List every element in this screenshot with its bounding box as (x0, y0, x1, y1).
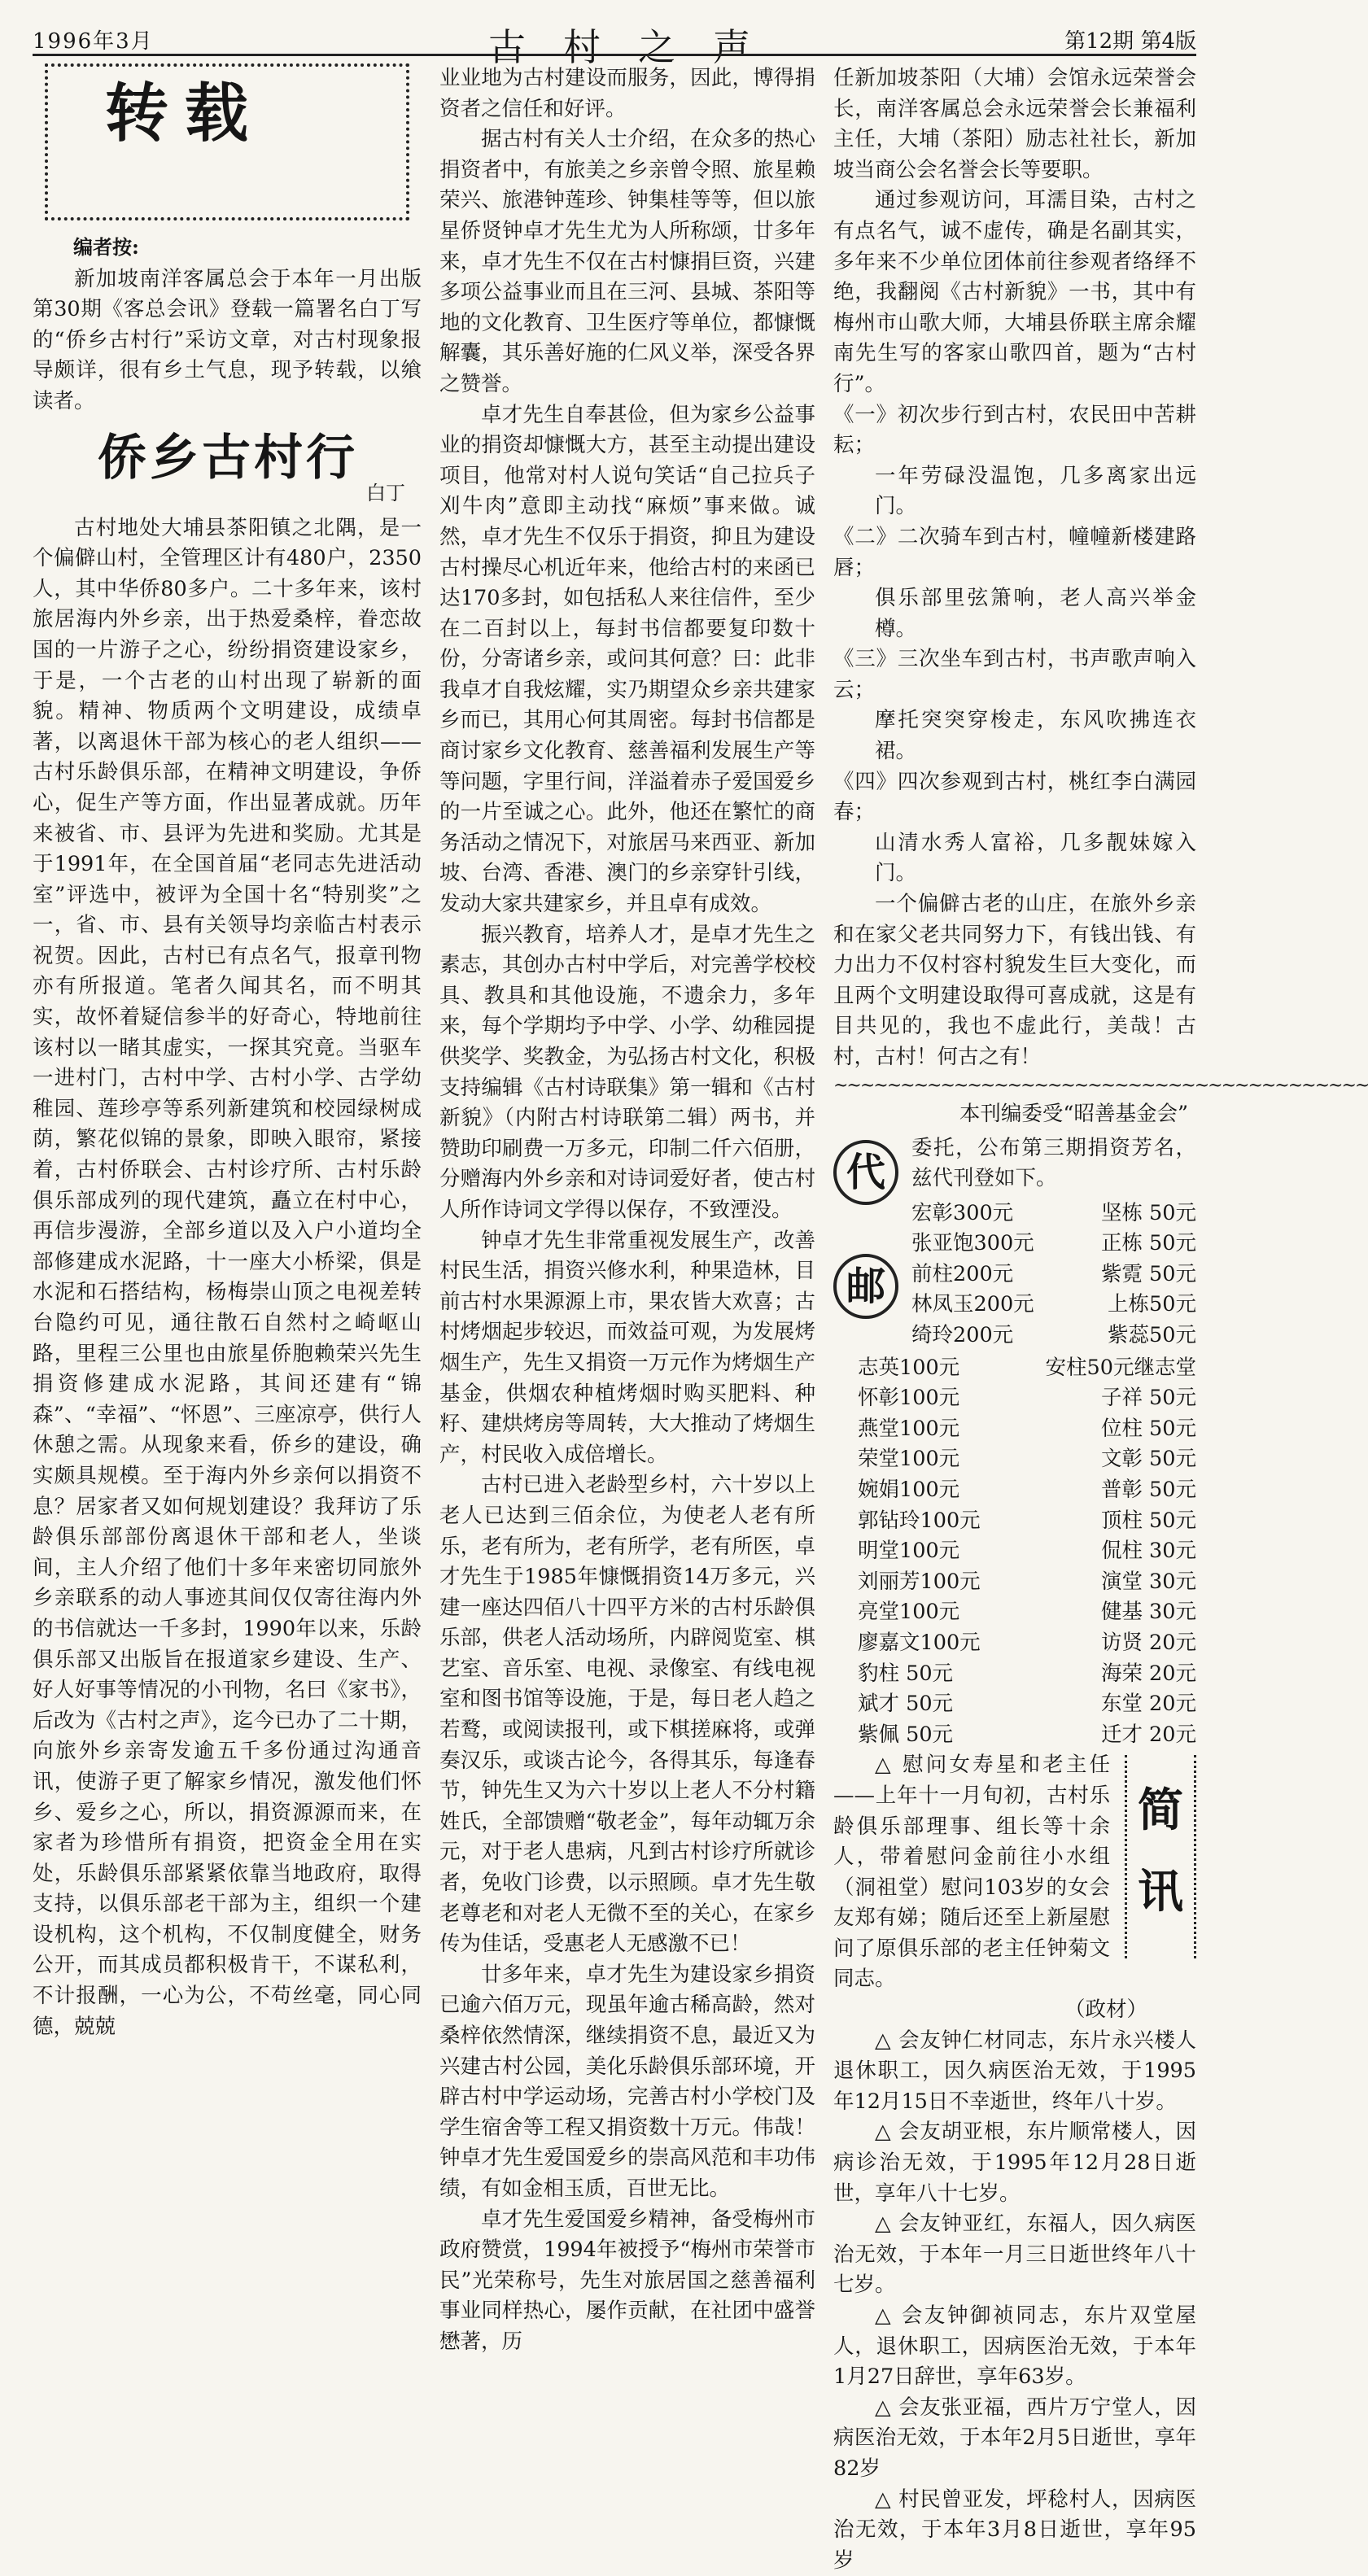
article-paragraph: 业业地为古村建设而服务，因此，博得捐资者之信任和好评。 (439, 66, 815, 121)
wave-divider: ~~~~~~~~~~~~~~~~~~~~~~~~~~~~~~~~~~~~~~~~ (833, 1075, 1368, 1096)
donor-entry: 明堂100元 (858, 1539, 960, 1564)
donor-entry: 廖嘉文100元 (858, 1630, 981, 1655)
donor-list (833, 1099, 1196, 1474)
donor-entry: 志英100元 (858, 1355, 960, 1380)
masthead (33, 24, 1196, 69)
news-item: △ 会友张亚福，西片万宁堂人，因病医治无效，于本年2月5日逝世，享年82岁 (833, 2395, 1196, 2481)
donor-intro-line1: 本刊编委受“昭善基金会” (959, 1101, 1188, 1126)
news-section (833, 1750, 1196, 1995)
article-paragraph: 卓才先生爱国爱乡精神，备受梅州市政府赞赏，1994年被授予“梅州市荣誉市民”光荣称号，先生对旅居国之慈善福利事业同样热心，屡作贡献，在社团中盛誉懋著，历 (439, 2207, 815, 2354)
editor-note: 新加坡南洋客属总会于本年一月出版第30期《客总会讯》登载一篇署名白丁写的“侨乡古村行”采访文章，对古村现象报导颇详，很有乡土气息，现予转载，以飨读者。 (33, 266, 422, 413)
masthead-rule (33, 54, 1196, 56)
poem-line: 《三》三次坐车到古村，书声歌声响入云； (833, 647, 1196, 702)
donor-row: 宏彰300元 坚栋 50元 (911, 1200, 1196, 1225)
donor-entry: 斌才 50元 (858, 1692, 954, 1717)
reprint-box (45, 63, 409, 220)
news-item: △ 会友钟御祯同志，东片双堂屋人，退休职工，因病医治无效，于本年1月27日辞世，享年63岁。 (833, 2303, 1196, 2390)
donor-entry: 普彰 50元 (1100, 1477, 1196, 1502)
issue-number: 第12期 第4版 (1064, 29, 1196, 54)
donor-entry: 怀彰100元 (858, 1386, 960, 1411)
donor-entry: 文彰 50元 (1100, 1447, 1196, 1472)
donor-entry: 子祥 50元 (1100, 1386, 1196, 1411)
donor-entry: 迁才 20元 (1100, 1722, 1196, 1747)
donor-entry: 东堂 20元 (1100, 1692, 1196, 1717)
article-paragraph: 古村已进入老龄型乡村，六十岁以上老人已达到三佰余位，为使老人老有所乐，老有所为，老有所学，老有所医，卓才先生于1985年慷慨捐资14万多元，兴建一座达四佰八十四平方米的古村乐龄俱乐部，供老人活动场所，内辟阅览室、棋艺室、音乐室、电视、录像室、有线电视室和图书馆等设施，于是，每日老人趋之若鹜，或阅读报刊，或下棋搓麻将，或弹奏汉乐，或谈古论今，各得其乐，每逢春节，钟先生又为六十岁以上老人不分村籍姓氏，全部馈赠“敬老金”，每年动辄万余元，对于老人患病，凡到古村诊疗所就诊者，免收门诊费，以示照顾。卓才先生敬老尊老和对老人无微不至的关心，在家乡传为佳话，受惠老人无感激不已！ (439, 1473, 815, 1957)
news-item: △ 会友钟亚红，东福人，因久病医治无效，于本年一月三日逝世终年八十七岁。 (833, 2211, 1196, 2298)
article-paragraph: 古村地处大埔县茶阳镇之北隅，是一个偏僻山村，全管理区计有480户，2350人，其中华侨80多户。二十多年来，该村旅居海内外乡亲，出于热爱桑梓，眷恋故国的一片游子之心，纷纷捐资建设家乡，于是，一个古老的山村出现了崭新的面貌。精神、物质两个文明建设，成绩卓著，以离退休干部为核心的老人组织——古村乐龄俱乐部，在精神文明建设，争侨心，促生产等方面，作出显著成就。历年来被省、市、县评为先进和奖励。尤其是于1991年，在全国首届“老同志先进活动室”评选中，被评为全国十名“特别奖”之一，省、市、县有关领导均亲临古村表示祝贺。因此，古村已有点名气，报章刊物亦有所报道。笔者久闻其名，而不明其实，故怀着疑信参半的好奇心，特地前往该村以一睹其虚实，一探其究竟。当驱车一进村门，古村中学、古村小学、古学幼稚园、莲珍亭等系列新建筑和校园绿树成荫，繁花似锦的景象，即映入眼帘，紧接着，古村侨联会、古村诊疗所、古村乐龄俱乐部成列的现代建筑，矗立在村中心，再信步漫游，全部乡道以及入户小道均全部修建成水泥路，十一座大小桥梁，俱是水泥和石搭结构，杨梅崇山顶之电视差转台隐约可见，通往散石自然村之崎岖山路，里程三公里也由旅星侨胞赖荣兴先生捐资修建成水泥路，其间还建有“锦森”、“幸福”、“怀恩”、三座凉亭，供行人休憩之需。从现象来看，侨乡的建设，确实颇具规模。至于海内外乡亲何以捐资不息？居家者又如何规划建设？我拜访了乐龄俱乐部部份离退休干部和老人，坐谈间，主人介绍了他们十多年来密切同旅外乡亲联系的动人事迹其间仅仅寄往海内外的书信就达一千多封，1990年以来，乐龄俱乐部又出版旨在报道家乡建设、生产、好人好事等情况的小刊物，名曰《家书》，后改为《古村之声》，迄今已办了二十期，向旅外乡亲寄发逾五千多份通过沟通音讯，使游子更了解家乡情况，激发他们怀乡、爱乡之心，所以，捐资源源而来，在家者为珍惜所有捐资，把资金全用在实处，乐龄俱乐部紧紧依靠当地政府，取得支持，以俱乐部老干部为主，组织一个建设机构，这个机构，不仅制度健全，财务公开，而其成员都积极肯干，不谋私利，不计报酬，一心为公，不苟丝毫，同心同德，兢兢 (33, 515, 422, 2039)
donor-entry: 婉娟100元 (858, 1477, 960, 1502)
poem-line: 《二》二次骑车到古村，幢幢新楼建路唇； (833, 524, 1196, 580)
donor-entry: 豹柱 50元 (858, 1661, 954, 1686)
article-paragraph: 廿多年来，卓才先生为建设家乡捐资已逾六佰万元，现虽年逾古稀高龄，然对桑梓依然情深，继续捐资不息，最近又为兴建古村公园，美化乐龄俱乐部环境，开辟古村中学运动场，完善古村小学校门及学生宿舍等工程又捐资数十万元。伟哉！钟卓才先生爱国爱乡的崇高风范和丰功伟绩，有如金相玉质，百世无比。 (439, 1962, 815, 2201)
column-1 (33, 63, 422, 2042)
poem-line: 《一》初次步行到古村，农民田中苦耕耘； (833, 402, 1196, 458)
donor-row: 张亚饱300元 正栋 50元 (911, 1231, 1196, 1256)
donor-entry: 荣堂100元 (858, 1447, 960, 1472)
donor-top-table (911, 1198, 1196, 1351)
donor-entry: 演堂 30元 (1100, 1569, 1196, 1594)
donor-entry: 侃柱 30元 (1100, 1539, 1196, 1564)
donor-entry: 亮堂100元 (858, 1600, 960, 1625)
column-3 (833, 63, 1368, 2576)
donor-entry: 位柱 50元 (1100, 1416, 1196, 1441)
dai-mark: 代 (833, 1140, 898, 1205)
news-item: △ 慰问女寿星和老主任——上年十一月旬初，古村乐龄俱乐部理事、组长等十余人，带着慰问金前往小水组（洞祖堂）慰问103岁的女会友郑有娣；随后还至上新屋慰问了原俱乐部的老主任钟菊文同志。 (833, 1753, 1110, 1992)
news-item: △ 村民曾亚发，坪稔村人，因病医治无效，于本年3月8日逝世，享年95岁 (833, 2486, 1196, 2573)
article-author: 白丁 (366, 481, 405, 504)
news-item: △ 会友钟仁材同志，东片永兴楼人退休职工，因久病医治无效，于1995年12月15日不幸逝世，终年八十岁。 (833, 2028, 1196, 2114)
article-paragraph: 钟卓才先生非常重视发展生产，改善村民生活，捐资兴修水利，种果造林，目前古村水果源源上市，果农皆大欢喜；古村烤烟起步较迟，而效益可观，为发展烤烟生产，先生又捐资一万元作为烤烟生产基金，供烟农种植烤烟时购买肥料、种籽、建烘烤房等周转，大大推动了烤烟生产，村民收入成倍增长。 (439, 1228, 815, 1467)
you-mark: 邮 (833, 1254, 898, 1319)
poem-line: 一年劳碌没温饱，几多离家出远门。 (875, 463, 1196, 519)
article-paragraph: 据古村有关人士介绍，在众多的热心捐资者中，有旅美之乡亲曾令照、旅星赖荣兴、旅港钟莲珍、钟集桂等等，但以旅星侨贤钟卓才先生尤为人所称颂，廿多年来，卓才先生不仅在古村慷捐巨资，兴建多项公益事业而且在三河、县城、茶阳等地的文化教育、卫生医疗等单位，都慷慨解囊，其乐善好施的仁风义举，深受各界之赞誉。 (439, 127, 815, 396)
donor-row: 林凤玉200元 上栋50元 (911, 1292, 1196, 1317)
donor-intro (911, 1133, 1196, 1194)
poem (833, 400, 1196, 890)
donor-entry: 燕堂100元 (858, 1416, 960, 1441)
donor-entry: 郭钻玲100元 (858, 1508, 981, 1533)
donor-row: 前柱200元 紫霓 50元 (911, 1261, 1196, 1286)
article-closing: 一个偏僻古老的山庄，在旅外乡亲和在家父老共同努力下，有钱出钱、有力出力不仅村容村貌发生巨大变化，而且两个文明建设取得可喜成就，这是有目共见的，我也不虚此行，美哉！古村，古村！何古之有！ (833, 892, 1196, 1069)
donor-row: 绮玲200元 紫蕊50元 (911, 1322, 1196, 1347)
news-author: （政材） (1064, 1997, 1147, 2023)
issue-date: 1996年3月 (33, 29, 154, 54)
donor-intro-line2: 委托，公布第三期捐资芳名，兹代刊登如下。 (911, 1135, 1196, 1191)
news-first (833, 1750, 1110, 1995)
donor-entry: 访贤 20元 (1100, 1630, 1196, 1655)
donor-entry: 紫佩 50元 (858, 1722, 954, 1747)
article-paragraph: 卓才先生自奉甚俭，但为家乡公益事业的捐资却慷慨大方，甚至主动提出建设项目，他常对村人说句笑话“自己拉兵子刈牛肉”意即主动找“麻烦”事来做。诚然，卓才先生不仅乐于捐资，抑且为建设古村操尽心机近年来，他给古村的来函已达170多封，如包括私人来往信件，至少在二百封以上，每封书信都要复印数十份，分寄诸乡亲，或问其何意？曰：此非我卓才自我炫耀，实乃期望众乡亲共建家乡而已，其用心何其周密。每封书信都是商讨家乡文化教育、慈善福利发展生产等等问题，字里行间，洋溢着赤子爱国爱乡的一片至诚之心。此外，他还在繁忙的商务活动之情况下，对旅居马来西亚、新加坡、台湾、香港、澳门的乡亲穿针引线，发动大家共建家乡，并且卓有成效。 (439, 402, 815, 917)
donor-entry: 安柱50元继志堂 (1045, 1355, 1196, 1380)
newspaper-name: 古村之声 (488, 25, 788, 69)
donor-entry: 健基 30元 (1100, 1600, 1196, 1625)
article-paragraph: 任新加坡茶阳（大埔）会馆永远荣誉会长，南洋客属总会永远荣誉会长兼福利主任，大埔（茶阳）励志社社长，新加坡当商公会名誉会长等要职。 (833, 66, 1196, 182)
news-item: △ 会友胡亚根，东片顺常楼人，因病诊治无效，于1995年12月28日逝世，享年八十七岁。 (833, 2120, 1196, 2206)
donor-entry: 顶柱 50元 (1100, 1508, 1196, 1533)
poem-line: 山清水秀人富裕，几多靓妹嫁入门。 (875, 830, 1196, 886)
poem-line: 《四》四次参观到古村，桃红李白满园春； (833, 769, 1196, 825)
reprint-title: 转载 (105, 77, 265, 151)
editor-label: 编者按: (73, 235, 139, 259)
news-box: 简讯 (1125, 1755, 1196, 1958)
donor-entry: 刘丽芳100元 (858, 1569, 981, 1594)
poem-line: 摩托突突穿梭走，东风吹拂连衣裙。 (875, 708, 1196, 764)
article-paragraph: 振兴教育，培养人才，是卓才先生之素志，其创办古村中学后，对完善学校校具、教具和其他设施，不遗余力，多年来，每个学期均予中学、小学、幼稚园提供奖学、奖教金，为弘扬古村文化，积极支持编辑《古村诗联集》第一辑和《古村新貌》（内附古村诗联第二辑）两书，并赞助印刷费一万多元，印制二仟六佰册，分赠海内外乡亲和对诗词爱好者，使古村人所作诗词文学得以保存，不致湮没。 (439, 922, 815, 1222)
article-title: 侨乡古村行 (98, 429, 358, 487)
poem-line: 俱乐部里弦箫响，老人高兴举金樽。 (875, 586, 1196, 641)
donor-entry: 海荣 20元 (1100, 1661, 1196, 1686)
column-2 (439, 63, 815, 2358)
article-paragraph: 通过参观访问，耳濡目染，古村之有点名气，诚不虚传，确是名副其实，多年来不少单位团体前往参观者络绎不绝，我翻阅《古村新貌》一书，其中有梅州市山歌大师，大埔县侨联主席余耀南先生写的客家山歌四首，题为“古村行”。 (833, 188, 1196, 396)
